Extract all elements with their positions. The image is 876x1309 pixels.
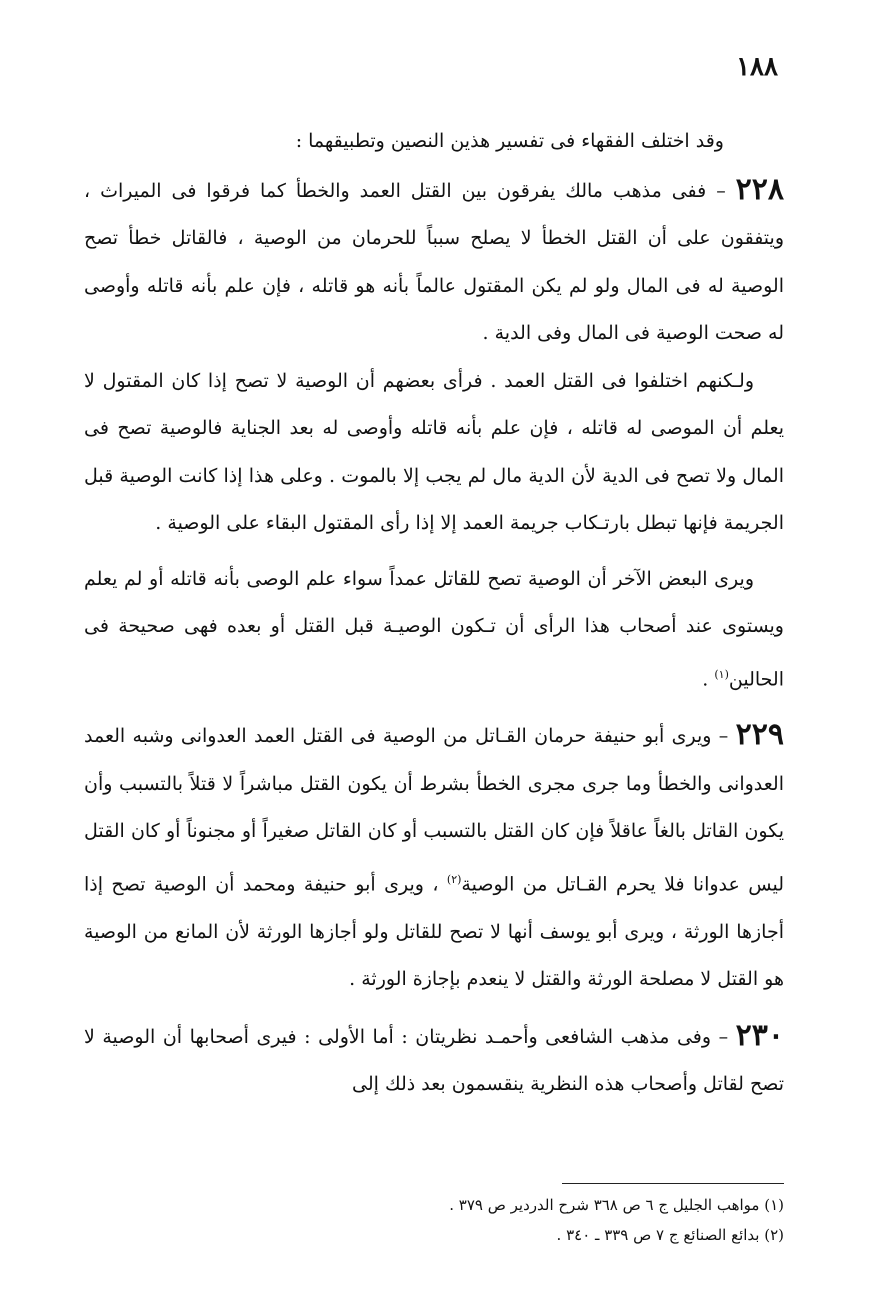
footnote-1: (١) مواهب الجليل ج ٦ ص ٣٦٨ شرح الدردير ص ٣٧٩ . — [449, 1196, 784, 1214]
footnotes — [184, 1190, 784, 1250]
footnote-2: (٢) بدائع الصنائع ج ٧ ص ٣٣٩ ـ ٣٤٠ . — [556, 1226, 784, 1244]
section-230-paragraph — [84, 1012, 784, 1109]
footnote-marker-1: (١) — [714, 667, 729, 681]
section-228-text-3: ويرى البعض الآخر أن الوصية تصح للقاتل عمداً سواء علم الوصى بأنه قاتله أو لم يعلم ويستوى عند أصحاب هذا الرأى أن تـكون الوصيـة قبل القتل أو بعده فهى صحيحة فى الحالين — [84, 567, 784, 690]
footnote-divider — [562, 1183, 784, 1184]
section-229-text-a: – ويرى أبو حنيفة حرمان القـاتل من الوصية فى القتل العمد العدوانى وشبه العمد العدوانى والخطأ وما جرى مجرى الخطأ بشرط أن يكون القتل مباشراً لا قتلاً بالتسبب وأن يكون القاتل بالغاً عاقلاً فإن كان القتل بالتسبب أو كان القاتل صغيراً أو مجنوناً أو كان القتل ليس عدوانا فلا يحرم القـاتل من الوصية — [84, 725, 784, 896]
page-number: ١٨٨ — [736, 52, 778, 82]
section-228-text-1: – ففى مذهب مالك يفرقون بين القتل العمد والخطأ كما فرقوا فى الميراث ، ويتفقون على أن القتل الخطأ لا يصلح سبباً للحرمان من الوصية ، فالقاتل خطأ تصح الوصية له فى المال ولو لم يكن المقتول عالماً بأنه هو قاتله ، فإن علم بأنه قاتله وأوصى له صحت الوصية فى المال وفى الدية . — [84, 179, 784, 344]
section-228-paragraph-2: ولـكنهم اختلفوا فى القتل العمد . فرأى بعضهم أن الوصية لا تصح إذا كان المقتول لا يعلم أن الموصى له قاتله ، فإن علم بأنه قاتله وأوصى له بعد الجناية فالوصية تصح فى المال ولا تصح فى الدية لأن الدية مال لم يجب إلا بالموت . وعلى هذا إذا كانت الوصية قبل الجريمة فإنها تبطل بارتـكاب جريمة العمد إلا إذا رأى المقتول البقاء على الوصية . — [84, 369, 784, 534]
intro-paragraph: وقد اختلف الفقهاء فى تفسير هذين النصين وتطبيقهما : — [295, 130, 724, 152]
section-number-229: ٢٢٩ — [735, 717, 784, 753]
body-text — [84, 118, 784, 1109]
section-228-paragraph-3 — [84, 556, 784, 704]
section-229-paragraph — [84, 711, 784, 1003]
section-number-228: ٢٢٨ — [735, 171, 785, 207]
section-228-paragraph-1 — [84, 166, 784, 358]
section-230-text: – وفى مذهب الشافعى وأحمـد نظريتان : أما الأولى : فيرى أصحابها أن الوصية لا تصح لقاتل وأصحاب هذه النظرية ينقسمون بعد ذلك إلى — [84, 1025, 784, 1096]
section-228-tail: . — [702, 667, 709, 690]
section-number-230: ٢٣٠ — [735, 1017, 784, 1053]
section-229-text-b: ، ويرى أبو حنيفة ومحمد أن الوصية تصح إذا أجازها الورثة ، ويرى أبو يوسف أنها لا تصح للقاتل ولو أجازها الورثة لأن المانع من الوصية هو القتل لا مصلحة الورثة والقتل لا ينعدم بإجازة الورثة . — [84, 873, 784, 991]
footnote-marker-2: (٢) — [446, 872, 462, 886]
